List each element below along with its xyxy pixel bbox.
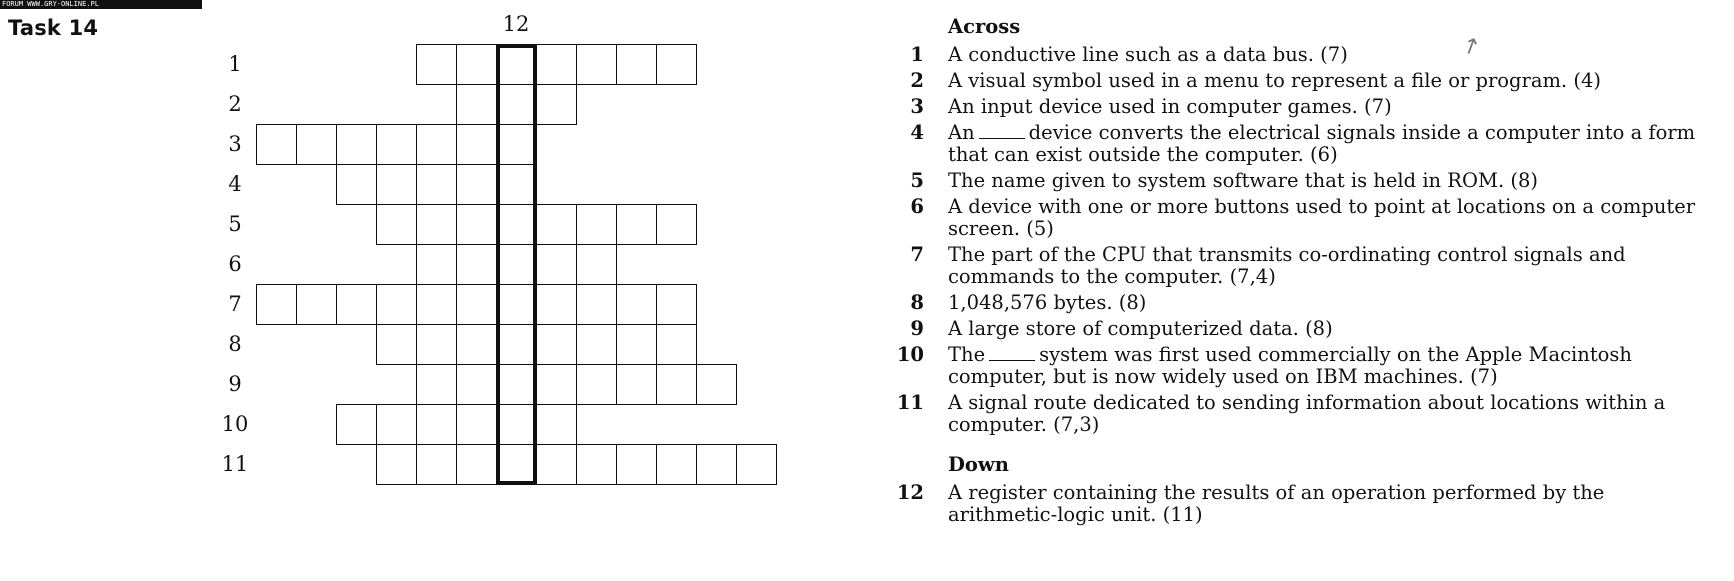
crossword-cell[interactable]: [656, 44, 697, 85]
crossword-cell[interactable]: [376, 124, 417, 165]
crossword-cell[interactable]: [256, 124, 297, 165]
clue-number: 4: [910, 121, 924, 144]
row-number: 11: [221, 452, 249, 476]
clue-item: [890, 344, 1710, 388]
crossword-cell[interactable]: [456, 244, 497, 285]
clue-text-before-blank: An: [948, 121, 975, 144]
row-number: 8: [228, 332, 242, 356]
crossword-cell[interactable]: [616, 284, 657, 325]
down-clue-list: [890, 482, 1710, 526]
row-number: 4: [228, 172, 242, 196]
crossword-cell[interactable]: [616, 364, 657, 405]
crossword-cell[interactable]: [456, 284, 497, 325]
crossword-cell[interactable]: [416, 364, 457, 405]
crossword-cell[interactable]: [456, 164, 497, 205]
row-number: 1: [228, 52, 242, 76]
across-title: Across: [948, 15, 1021, 38]
crossword-cell[interactable]: [576, 444, 617, 485]
crossword-cell[interactable]: [536, 444, 577, 485]
answer-blank: [989, 346, 1035, 361]
clue-item: [890, 482, 1710, 526]
pencil-mark-icon: ↗: [1457, 31, 1485, 62]
crossword-cell[interactable]: [376, 204, 417, 245]
clue-item: [890, 44, 1710, 66]
across-clue-list: [890, 44, 1710, 436]
clue-item: [890, 96, 1710, 118]
crossword-cell[interactable]: [736, 444, 777, 485]
crossword-cell[interactable]: [656, 364, 697, 405]
crossword-cell[interactable]: [656, 324, 697, 365]
clue-text-after-blank: device converts the electrical signals inside a computer into a form that can exist outside the computer. (6): [948, 121, 1696, 166]
crossword-cell[interactable]: [536, 244, 577, 285]
clue-text: [948, 344, 1710, 388]
clue-number: 9: [910, 317, 924, 340]
crossword-cell[interactable]: [536, 204, 577, 245]
crossword-cell[interactable]: [656, 284, 697, 325]
crossword-cell[interactable]: [416, 444, 457, 485]
crossword-cell[interactable]: [576, 204, 617, 245]
crossword-cell[interactable]: [576, 44, 617, 85]
clue-number: 12: [896, 481, 924, 504]
crossword-cell[interactable]: [296, 284, 337, 325]
crossword-cell[interactable]: [416, 164, 457, 205]
clue-text-before-blank: The: [948, 343, 986, 366]
clues-panel: [890, 16, 1710, 530]
crossword-cell[interactable]: [536, 324, 577, 365]
row-number: 7: [228, 292, 242, 316]
crossword-cell[interactable]: [416, 324, 457, 365]
clue-item: [890, 244, 1710, 288]
crossword-cell[interactable]: [456, 124, 497, 165]
down-column-label: 12: [502, 12, 530, 36]
crossword-cell[interactable]: [656, 204, 697, 245]
crossword-cell[interactable]: [416, 124, 457, 165]
crossword-cell[interactable]: [416, 284, 457, 325]
row-number: 3: [228, 132, 242, 156]
crossword-cell[interactable]: [576, 324, 617, 365]
clue-number: 6: [910, 195, 924, 218]
clue-number: 10: [896, 343, 924, 366]
crossword-cell[interactable]: [536, 404, 577, 445]
crossword-cell[interactable]: [416, 44, 457, 85]
crossword-cell[interactable]: [696, 364, 737, 405]
crossword-cell[interactable]: [576, 364, 617, 405]
crossword-cell[interactable]: [616, 444, 657, 485]
clue-text: The name given to system software that is held in ROM. (8): [948, 169, 1538, 192]
crossword-cell[interactable]: [536, 364, 577, 405]
row-number: 5: [228, 212, 242, 236]
clue-item: [890, 170, 1710, 192]
crossword-cell[interactable]: [456, 204, 497, 245]
clue-item: [890, 392, 1710, 436]
crossword-cell[interactable]: [376, 164, 417, 205]
crossword-cell[interactable]: [416, 204, 457, 245]
crossword-cell[interactable]: [336, 404, 377, 445]
clue-text: An input device used in computer games. (7): [948, 95, 1392, 118]
crossword-cell[interactable]: [416, 404, 457, 445]
task-title: Task 14: [8, 16, 99, 40]
clue-number: 3: [910, 95, 924, 118]
clue-text: A device with one or more buttons used to point at locations on a computer screen. (5): [948, 195, 1696, 240]
crossword-cell[interactable]: [456, 444, 497, 485]
clue-text: A signal route dedicated to sending information about locations within a computer. (7,3): [948, 391, 1666, 436]
row-number: 2: [228, 92, 242, 116]
crossword-cell[interactable]: [456, 404, 497, 445]
crossword-cell[interactable]: [376, 404, 417, 445]
crossword-cell[interactable]: [576, 244, 617, 285]
crossword-cell[interactable]: [536, 84, 577, 125]
crossword-cell[interactable]: [296, 124, 337, 165]
row-number: 6: [228, 252, 242, 276]
row-number: 10: [221, 412, 249, 436]
crossword-cell[interactable]: [456, 364, 497, 405]
clue-text: The part of the CPU that transmits co-ordinating control signals and commands to the computer. (7,4): [948, 243, 1626, 288]
clue-text: A visual symbol used in a menu to represent a file or program. (4): [948, 69, 1601, 92]
crossword-cell[interactable]: [456, 44, 497, 85]
clue-item: [890, 318, 1710, 340]
crossword-cell[interactable]: [376, 284, 417, 325]
crossword-cell[interactable]: [536, 44, 577, 85]
clue-item: [890, 292, 1710, 314]
clue-text: A conductive line such as a data bus. (7): [948, 43, 1348, 66]
crossword-cell[interactable]: [536, 284, 577, 325]
down-answer-column: [496, 44, 537, 485]
row-number: 9: [228, 372, 242, 396]
clue-text: 1,048,576 bytes. (8): [948, 291, 1147, 314]
answer-blank: [979, 124, 1025, 139]
crossword-cell[interactable]: [576, 284, 617, 325]
clue-number: 2: [910, 69, 924, 92]
crossword-cell[interactable]: [696, 444, 737, 485]
crossword-cell[interactable]: [376, 324, 417, 365]
clue-item: [890, 122, 1710, 166]
crossword-cell[interactable]: [616, 324, 657, 365]
crossword-cell[interactable]: [376, 444, 417, 485]
clue-text: [948, 122, 1710, 166]
clue-number: 8: [910, 291, 924, 314]
crossword-cell[interactable]: [656, 444, 697, 485]
crossword-cell[interactable]: [616, 204, 657, 245]
crossword-cell[interactable]: [616, 44, 657, 85]
down-title: Down: [948, 453, 1009, 476]
crossword-cell[interactable]: [256, 284, 297, 325]
clue-number: 1: [910, 43, 924, 66]
crossword-cell[interactable]: [456, 324, 497, 365]
crossword-cell[interactable]: [416, 244, 457, 285]
watermark: FORUM WWW.GRY-ONLINE.PL: [0, 0, 202, 9]
crossword-cell[interactable]: [456, 84, 497, 125]
clue-number: 11: [896, 391, 924, 414]
clue-text: A register containing the results of an operation performed by the arithmetic-logic unit. (11): [948, 481, 1605, 526]
clue-number: 5: [910, 169, 924, 192]
crossword-cell[interactable]: [336, 284, 377, 325]
clue-text-after-blank: system was first used commercially on the Apple Macintosh computer, but is now widely used on IBM machines. (7): [948, 343, 1632, 388]
clue-number: 7: [910, 243, 924, 266]
clue-item: [890, 70, 1710, 92]
clue-item: [890, 196, 1710, 240]
clue-text: A large store of computerized data. (8): [948, 317, 1333, 340]
crossword-cell[interactable]: [336, 124, 377, 165]
crossword-cell[interactable]: [336, 164, 377, 205]
